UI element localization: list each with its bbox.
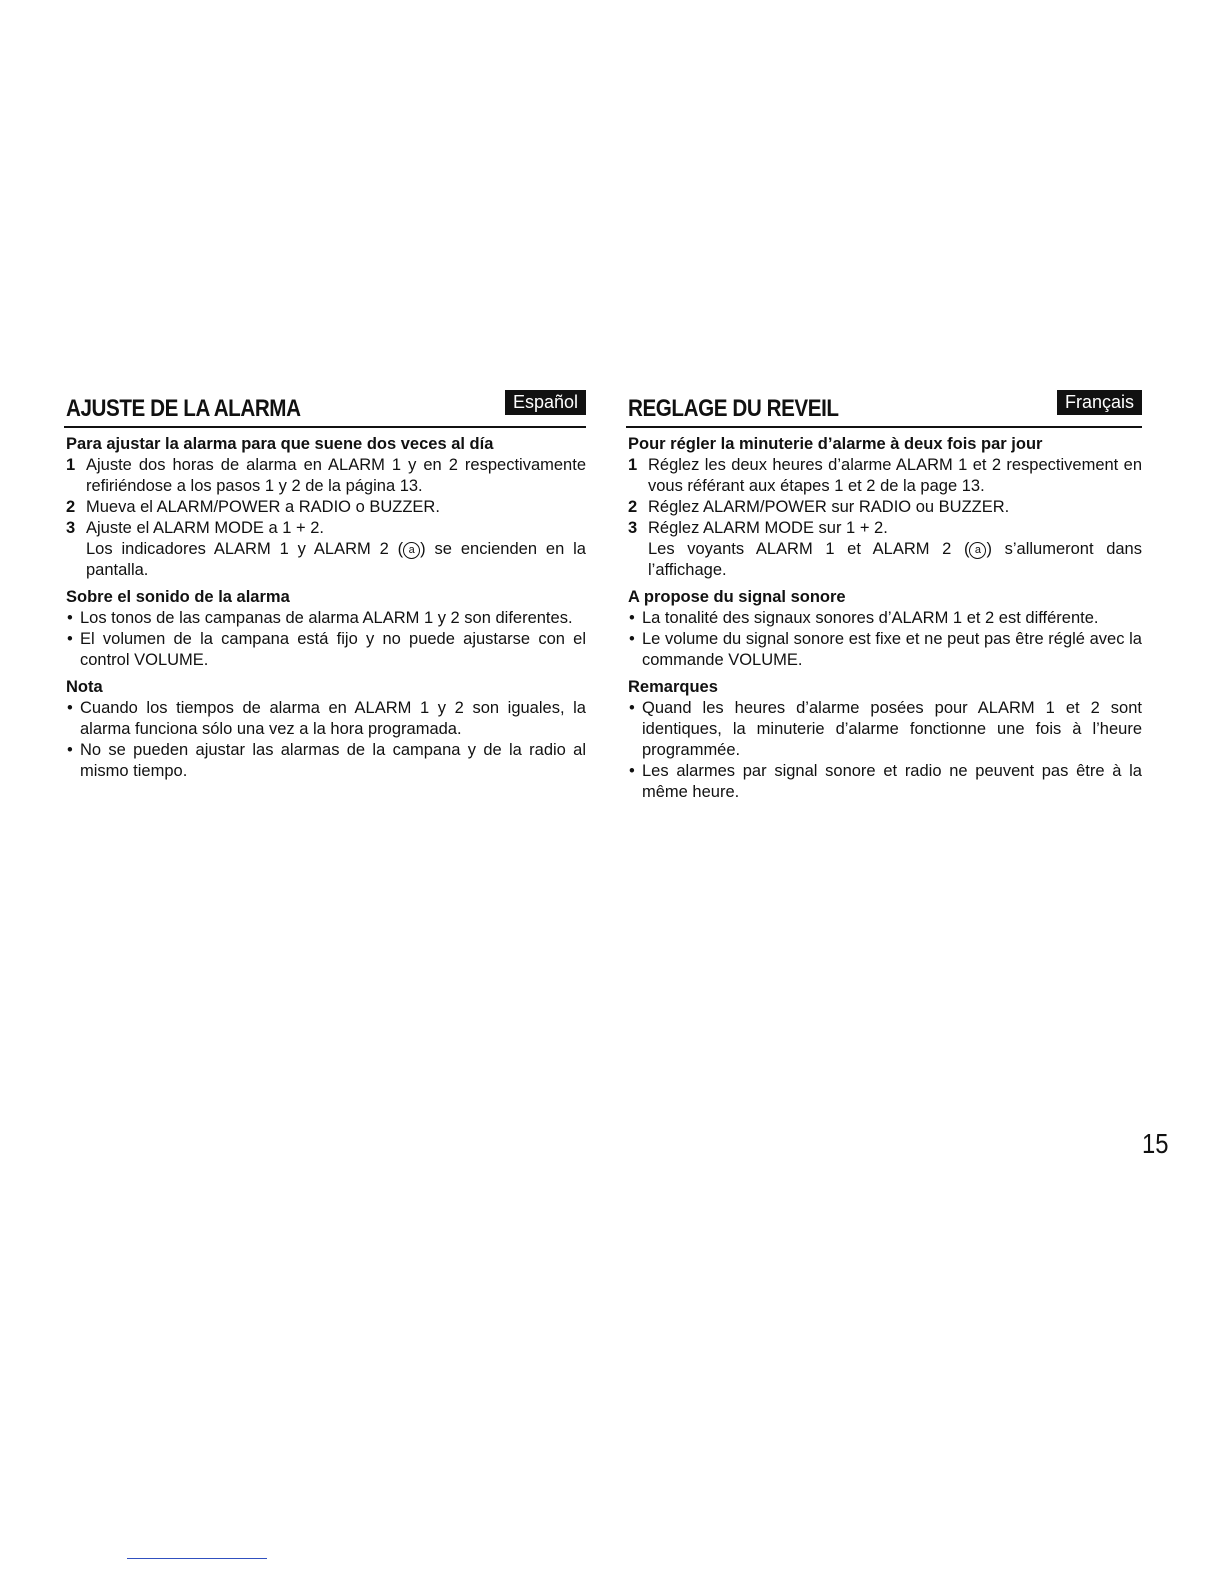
espanol-section1-heading: Para ajustar la alarma para que suene dos veces al día bbox=[66, 435, 494, 453]
page-number: 15 bbox=[1142, 1128, 1169, 1159]
step-note-text: ) s’allumeront dans l’affichage. bbox=[648, 540, 1142, 579]
francais-step-1 bbox=[626, 455, 1142, 497]
step-text: Mueva el ALARM/POWER a RADIO o BUZZER. bbox=[86, 498, 440, 516]
circled-a-icon: a bbox=[969, 542, 986, 559]
list-item bbox=[626, 698, 1142, 761]
circled-a-icon: a bbox=[403, 542, 420, 559]
step-note-text: Les voyants ALARM 1 et ALARM 2 ( bbox=[648, 540, 970, 558]
francais-language-badge: Français bbox=[1057, 390, 1142, 415]
step-number: 3 bbox=[66, 519, 76, 537]
espanol-step-2 bbox=[64, 497, 586, 518]
list-item bbox=[64, 629, 586, 671]
espanol-step-1 bbox=[64, 455, 586, 497]
list-item bbox=[64, 740, 586, 782]
list-item bbox=[626, 629, 1142, 671]
bullet-icon: • bbox=[67, 630, 73, 648]
bullet-icon: • bbox=[629, 762, 635, 780]
francais-sound-list bbox=[626, 608, 1142, 671]
list-item bbox=[626, 608, 1142, 629]
francais-step-2 bbox=[626, 497, 1142, 518]
espanol-language-badge: Español bbox=[505, 390, 586, 415]
espanol-title: AJUSTE DE LA ALARMA bbox=[66, 395, 301, 422]
bullet-text: Les alarmes par signal sonore et radio ne peuvent pas être à la même heure. bbox=[642, 762, 1142, 801]
francais-section1-heading: Pour régler la minuterie d’alarme à deux fois par jour bbox=[628, 435, 1043, 453]
francais-title: REGLAGE DU REVEIL bbox=[628, 395, 839, 422]
step-note bbox=[86, 539, 586, 581]
espanol-section2-heading: Sobre el sonido de la alarma bbox=[66, 588, 290, 606]
francais-header bbox=[626, 386, 1142, 428]
bullet-icon: • bbox=[629, 699, 635, 717]
bullet-icon: • bbox=[67, 699, 73, 717]
step-text: Réglez les deux heures d’alarme ALARM 1 et 2 respectivement en vous référant aux étapes 1 et 2 de la page 13. bbox=[648, 456, 1142, 495]
francais-notes-list bbox=[626, 698, 1142, 803]
espanol-steps-list bbox=[64, 455, 586, 581]
step-number: 1 bbox=[628, 456, 638, 474]
bullet-text: Los tonos de las campanas de alarma ALARM 1 y 2 son diferentes. bbox=[80, 609, 573, 627]
step-text: Réglez ALARM MODE sur 1 + 2. bbox=[648, 519, 888, 537]
step-number: 2 bbox=[66, 498, 76, 516]
step-text: Ajuste el ALARM MODE a 1 + 2. bbox=[86, 519, 324, 537]
espanol-notes-list bbox=[64, 698, 586, 782]
bullet-text: La tonalité des signaux sonores d’ALARM 1 et 2 est différente. bbox=[642, 609, 1099, 627]
bullet-text: Le volume du signal sonore est fixe et ne peut pas être réglé avec la commande VOLUME. bbox=[642, 630, 1142, 669]
step-note-text: Los indicadores ALARM 1 y ALARM 2 ( bbox=[86, 540, 404, 558]
bullet-icon: • bbox=[67, 741, 73, 759]
bullet-icon: • bbox=[67, 609, 73, 627]
footer-rule bbox=[127, 1558, 267, 1559]
espanol-sound-list bbox=[64, 608, 586, 671]
step-number: 3 bbox=[628, 519, 638, 537]
francais-column bbox=[626, 386, 1142, 803]
step-note bbox=[648, 539, 1142, 581]
bullet-icon: • bbox=[629, 630, 635, 648]
step-text: Réglez ALARM/POWER sur RADIO ou BUZZER. bbox=[648, 498, 1010, 516]
step-number: 2 bbox=[628, 498, 638, 516]
list-item bbox=[626, 761, 1142, 803]
bullet-text: Cuando los tiempos de alarma en ALARM 1 y 2 son iguales, la alarma funciona sólo una vez a la hora programada. bbox=[80, 699, 586, 738]
francais-section2-heading: A propose du signal sonore bbox=[628, 588, 846, 606]
bullet-text: No se pueden ajustar las alarmas de la campana y de la radio al mismo tiempo. bbox=[80, 741, 586, 780]
francais-steps-list bbox=[626, 455, 1142, 581]
step-note-text: ) se encienden en la pantalla. bbox=[86, 540, 586, 579]
espanol-section3-heading: Nota bbox=[66, 678, 103, 696]
espanol-step-3 bbox=[64, 518, 586, 581]
list-item bbox=[64, 698, 586, 740]
bullet-icon: • bbox=[629, 609, 635, 627]
francais-step-3 bbox=[626, 518, 1142, 581]
espanol-column bbox=[64, 386, 586, 782]
bullet-text: Quand les heures d’alarme posées pour ALARM 1 et 2 sont identiques, la minuterie d’alarme fonctionne une fois à l’heure programmée. bbox=[642, 699, 1142, 759]
francais-section3-heading: Remarques bbox=[628, 678, 718, 696]
espanol-header bbox=[64, 386, 586, 428]
step-number: 1 bbox=[66, 456, 76, 474]
step-text: Ajuste dos horas de alarma en ALARM 1 y en 2 respectivamente refiriéndose a los pasos 1 y 2 de la página 13. bbox=[86, 456, 586, 495]
bullet-text: El volumen de la campana está fijo y no puede ajustarse con el control VOLUME. bbox=[80, 630, 586, 669]
list-item bbox=[64, 608, 586, 629]
